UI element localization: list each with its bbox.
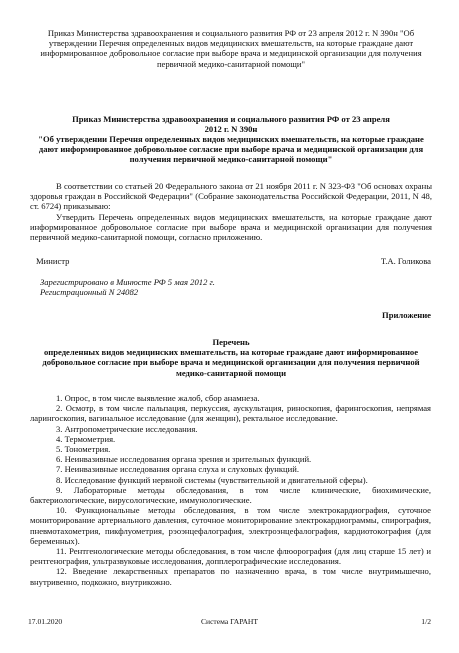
signature-name: Т.А. Голикова bbox=[380, 256, 431, 266]
list-item: 9. Лабораторные методы обследования, в том числе клинические, биохимические, бактериологические, вирусологические, иммунологические. bbox=[30, 484, 431, 506]
list-item: 1. Опрос, в том числе выявление жалоб, сбор анамнеза. bbox=[56, 393, 260, 403]
footer-system: Система ГАРАНТ bbox=[200, 617, 259, 626]
registration-line1: Зарегистрировано в Минюсте РФ 5 мая 2012 г. bbox=[40, 277, 215, 287]
registration-line2: Регистрационный N 24082 bbox=[40, 287, 139, 298]
order-paragraph-1: В соответствии со статьей 20 Федерального закона от 21 ноября 2011 г. N 323-ФЗ "Об основах охраны здоровья граждан в Российской Федерации" (Собрание законодательства Российской Федерации, 2011, N 48, ст. 6724) приказываю: bbox=[30, 181, 432, 212]
order-subtitle: "Об утверждении Перечня определенных видов медицинских вмешательств, на которые граждане дают информированное добровольное согласие при выборе врача и медицинской организации для получения первичной медико-санитарной помощи" bbox=[38, 134, 424, 165]
list-item: 3. Антропометрические исследования. bbox=[56, 423, 198, 434]
list-item: 8. Исследование функций нервной системы (чувствительной и двигательной сферы). bbox=[56, 474, 368, 485]
order-paragraph-2: Утвердить Перечень определенных видов медицинских вмешательств, на которые граждане дают информированное добровольное согласие при выборе врача и медицинской организации для получения первичной медико-санитарной помощи, согласно приложению. bbox=[30, 212, 432, 243]
list-item: 11. Рентгенологические методы обследования, в том числе флюорография (для лиц старше 15 лет) и рентгенография, ультразвуковые исследования, допплерографические исследования. bbox=[30, 546, 431, 567]
signature-line bbox=[36, 256, 431, 266]
appendix-title-word: Перечень bbox=[212, 337, 250, 347]
signature-position: Министр bbox=[36, 256, 70, 266]
list-item: 5. Тонометрия. bbox=[56, 444, 111, 455]
appendix-label: Приложение bbox=[382, 310, 431, 320]
appendix-title bbox=[30, 337, 432, 378]
order-title-line1: Приказ Министерства здравоохранения и социального развития РФ от 23 апреля bbox=[72, 114, 390, 124]
order-title bbox=[30, 114, 432, 134]
list-item: 4. Термометрия. bbox=[56, 433, 116, 444]
list-item: 2. Осмотр, в том числе пальпация, перкуссия, аускультация, риноскопия, фарингоскопия, непрямая ларингоскопия, вагинальное исследование (для женщин), ректальное исследование. bbox=[30, 403, 431, 424]
list-item: 7. Неинвазивные исследования органа слуха и слуховых функций. bbox=[56, 464, 300, 475]
list-item: 10. Функциональные методы обследования, в том числе электрокардиография, суточное мониторирование артериального давления, суточное мониторирование электрокардиограммы, спирография, пневмотахометрия, пикфлуометрия, рэоэнцефалография, электроэнцефалография, кардиотокография (для беременных). bbox=[30, 505, 431, 546]
document-header: Приказ Министерства здравоохранения и социального развития РФ от 23 апреля 2012 г. N 390н "Об утверждении Перечня определенных видов медицинских вмешательств, на которые граждане дают информированное добровольное согласие при выборе врача и медицинской организации для получения первичной медико-санитарной помощи" bbox=[40, 28, 422, 69]
list-item: 6. Неинвазивные исследования органа зрения и зрительных функций. bbox=[56, 454, 312, 465]
intervention-list bbox=[30, 393, 431, 587]
order-title-line2: 2012 г. N 390н bbox=[204, 124, 258, 135]
registration-info bbox=[40, 277, 340, 297]
list-item: 12. Введение лекарственных препаратов по назначению врача, в том числе внутримышечно, внутривенно, подкожно, внутрикожно. bbox=[30, 566, 431, 587]
appendix-title-rest: определенных видов медицинских вмешательств, на которые граждане дают информированное добровольное согласие при выборе врача и медицинской организации для получения первичной медико-санитарной помощи bbox=[42, 347, 420, 378]
footer-date: 17.01.2020 bbox=[28, 617, 63, 626]
footer-page-number: 1/2 bbox=[421, 617, 431, 626]
